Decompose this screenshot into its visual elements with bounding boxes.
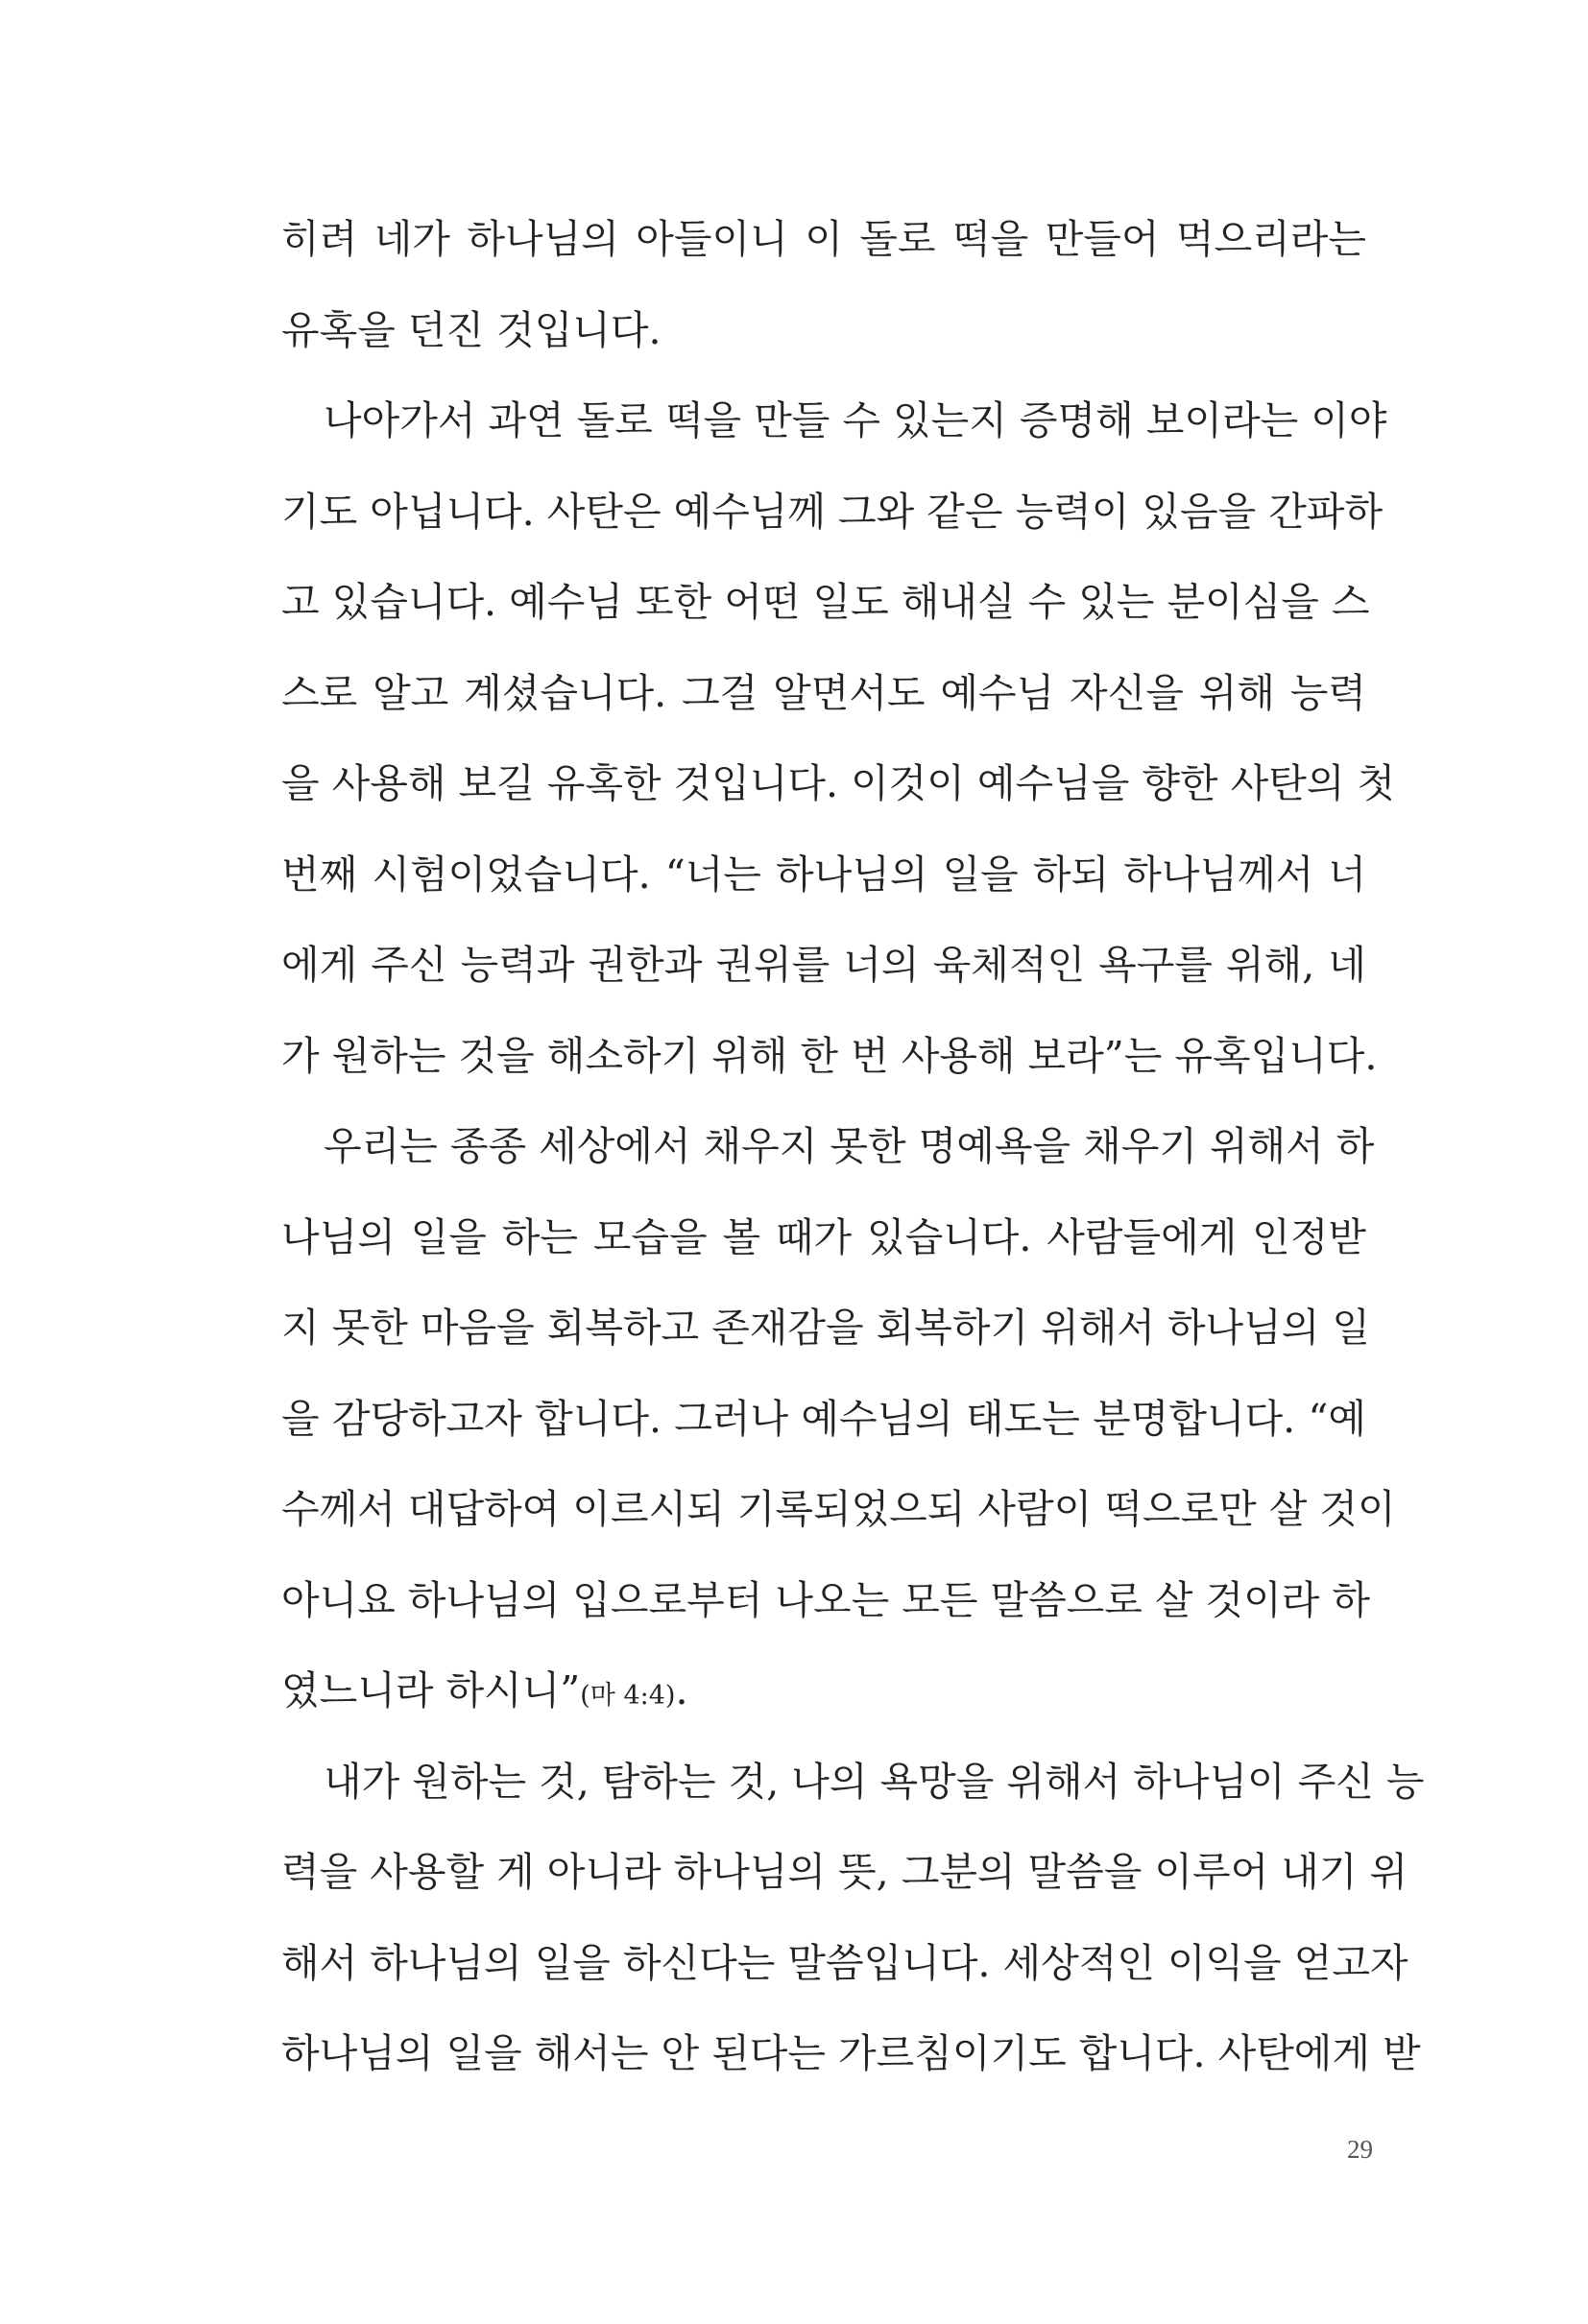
text-line: 스로 알고 계셨습니다. 그걸 알면서도 예수님 자신을 위해 능력	[281, 669, 1366, 716]
text-line: 기도 아닙니다. 사탄은 예수님께 그와 같은 능력이 있음을 간파하	[281, 488, 1383, 535]
text-line: 에게 주신 능력과 권한과 권위를 너의 육체적인 욕구를 위해, 네	[281, 942, 1366, 988]
text-line: 해서 하나님의 일을 하신다는 말씀입니다. 세상적인 이익을 얻고자	[281, 1939, 1408, 1986]
paragraph-first-line: 내가 원하는 것, 탐하는 것, 나의 욕망을 위해서 하나님이 주신 능	[324, 1758, 1425, 1805]
text-line: 아니요 하나님의 입으로부터 나오는 모든 말씀으로 살 것이라 하	[281, 1576, 1371, 1623]
paragraph-first-line: 우리는 종종 세상에서 채우지 못한 명예욕을 채우기 위해서 하	[324, 1123, 1375, 1169]
text-line: 히려 네가 하나님의 아들이니 이 돌로 떡을 만들어 먹으리라는	[281, 216, 1366, 262]
text-line: 가 원하는 것을 해소하기 위해 한 번 사용해 보라”는 유혹입니다.	[281, 1032, 1378, 1079]
text-line: 력을 사용할 게 아니라 하나님의 뜻, 그분의 말씀을 이루어 내기 위	[281, 1849, 1408, 1895]
text-line: 지 못한 마음을 회복하고 존재감을 회복하기 위해서 하나님의 일	[281, 1305, 1371, 1351]
text-line: 고 있습니다. 예수님 또한 어떤 일도 해내실 수 있는 분이심을 스	[281, 579, 1370, 625]
scripture-citation: (마 4:4)	[580, 1681, 676, 1711]
page-number: 29	[1347, 2135, 1373, 2164]
quote-end-text: 였느니라 하시니”	[281, 1667, 581, 1713]
paragraph-first-line: 나아가서 과연 돌로 떡을 만들 수 있는지 증명해 보이라는 이야	[324, 397, 1387, 443]
text-line: 유혹을 던진 것입니다.	[281, 306, 662, 353]
body-text	[281, 194, 1425, 2099]
text-line: 하나님의 일을 해서는 안 된다는 가르침이기도 합니다. 사탄에게 받	[281, 2030, 1421, 2076]
text-line-with-citation	[281, 1645, 1366, 1737]
text-line: 나님의 일을 하는 모습을 볼 때가 있습니다. 사람들에게 인정받	[281, 1213, 1366, 1260]
text-line: 번째 시험이었습니다. “너는 하나님의 일을 하되 하나님께서 너	[281, 851, 1366, 898]
text-line: 을 감당하고자 합니다. 그러나 예수님의 태도는 분명합니다. “예	[281, 1395, 1366, 1442]
sentence-period: .	[675, 1667, 688, 1713]
text-line: 수께서 대답하여 이르시되 기록되었으되 사람이 떡으로만 살 것이	[281, 1486, 1396, 1532]
text-line: 을 사용해 보길 유혹한 것입니다. 이것이 예수님을 향한 사탄의 첫	[281, 760, 1396, 806]
